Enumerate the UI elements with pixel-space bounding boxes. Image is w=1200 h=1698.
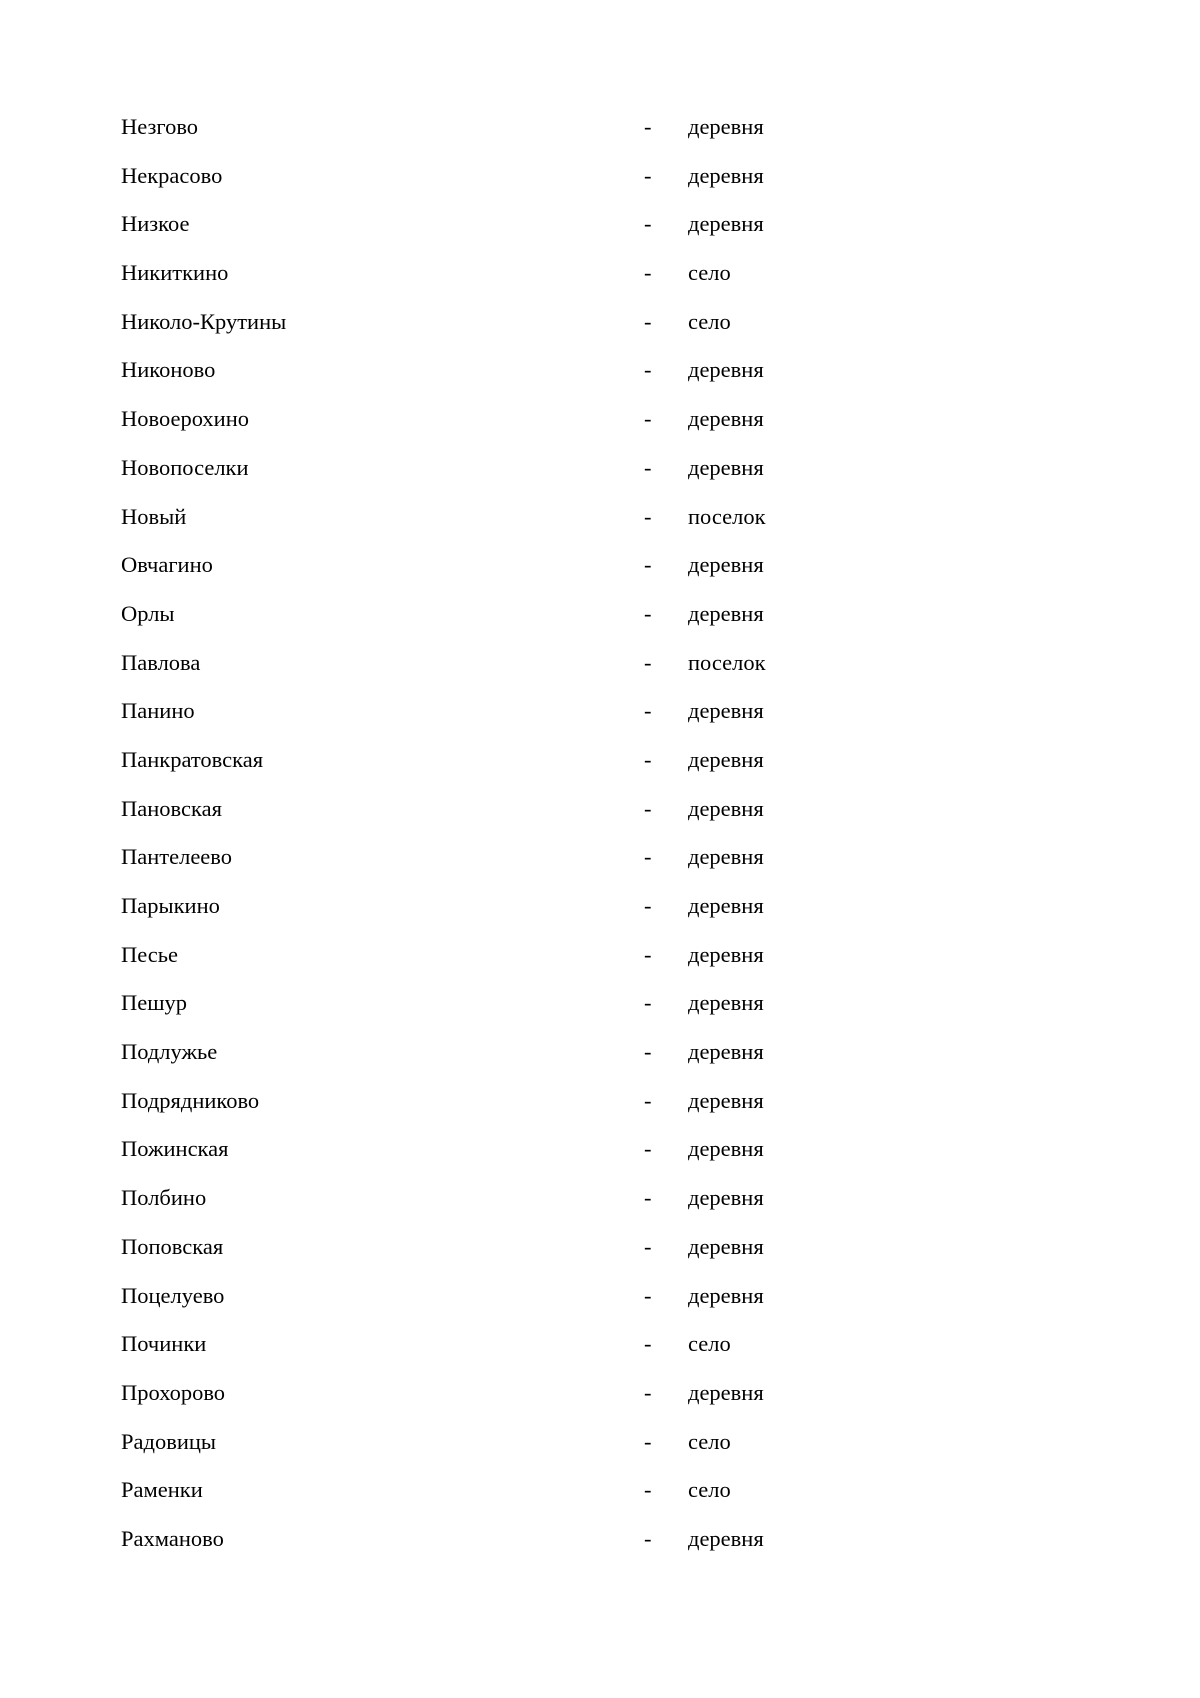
settlement-name: Пешур bbox=[121, 990, 188, 1016]
separator-dash: - bbox=[644, 844, 652, 870]
list-item bbox=[0, 641, 1200, 690]
separator-dash: - bbox=[644, 308, 652, 334]
settlement-name: Песье bbox=[121, 941, 179, 967]
list-item bbox=[0, 1322, 1200, 1371]
list-item bbox=[0, 300, 1200, 349]
list-item bbox=[0, 787, 1200, 836]
settlement-name: Починки bbox=[121, 1331, 207, 1357]
list-item bbox=[0, 1371, 1200, 1420]
settlement-type: деревня bbox=[688, 1379, 764, 1405]
settlement-list bbox=[0, 105, 1200, 1566]
settlement-type: деревня bbox=[688, 941, 764, 967]
separator-dash: - bbox=[644, 1379, 652, 1405]
separator-dash: - bbox=[644, 211, 652, 237]
settlement-type: деревня bbox=[688, 357, 764, 383]
list-item bbox=[0, 251, 1200, 300]
settlement-name: Павлова bbox=[121, 649, 201, 675]
settlement-type: деревня bbox=[688, 454, 764, 480]
separator-dash: - bbox=[644, 1477, 652, 1503]
settlement-name: Подлужье bbox=[121, 1039, 218, 1065]
separator-dash: - bbox=[644, 649, 652, 675]
settlement-name: Овчагино bbox=[121, 552, 213, 578]
settlement-name: Прохорово bbox=[121, 1379, 226, 1405]
list-item bbox=[0, 835, 1200, 884]
settlement-type: поселок bbox=[688, 649, 766, 675]
settlement-name: Николо-Крутины bbox=[121, 308, 287, 334]
settlement-name: Пановская bbox=[121, 795, 222, 821]
settlement-name: Незгово bbox=[121, 114, 199, 139]
list-item bbox=[0, 202, 1200, 251]
settlement-type: деревня bbox=[688, 746, 764, 772]
separator-dash: - bbox=[644, 114, 652, 139]
settlement-type: деревня bbox=[688, 844, 764, 870]
list-item bbox=[0, 592, 1200, 641]
separator-dash: - bbox=[644, 1136, 652, 1162]
separator-dash: - bbox=[644, 357, 652, 383]
separator-dash: - bbox=[644, 406, 652, 432]
settlement-name: Панино bbox=[121, 698, 195, 724]
separator-dash: - bbox=[644, 1428, 652, 1454]
settlement-type: село bbox=[688, 308, 731, 334]
settlement-type: село bbox=[688, 260, 731, 286]
list-item bbox=[0, 1468, 1200, 1517]
list-item bbox=[0, 397, 1200, 446]
list-item bbox=[0, 1274, 1200, 1323]
separator-dash: - bbox=[644, 795, 652, 821]
settlement-type: деревня bbox=[688, 1233, 764, 1259]
settlement-type: деревня bbox=[688, 1525, 764, 1551]
separator-dash: - bbox=[644, 941, 652, 967]
settlement-type: деревня bbox=[688, 600, 764, 626]
settlement-type: село bbox=[688, 1331, 731, 1357]
list-item bbox=[0, 1127, 1200, 1176]
settlement-name: Радовицы bbox=[121, 1428, 217, 1454]
separator-dash: - bbox=[644, 454, 652, 480]
settlement-type: деревня bbox=[688, 795, 764, 821]
list-item bbox=[0, 348, 1200, 397]
settlement-type: деревня bbox=[688, 114, 764, 139]
settlement-name: Новоерохино bbox=[121, 406, 250, 432]
list-item bbox=[0, 105, 1200, 154]
list-item bbox=[0, 1420, 1200, 1469]
separator-dash: - bbox=[644, 698, 652, 724]
list-item bbox=[0, 981, 1200, 1030]
settlement-name: Низкое bbox=[121, 211, 190, 237]
settlement-type: деревня bbox=[688, 698, 764, 724]
settlement-type: деревня bbox=[688, 1039, 764, 1065]
list-item bbox=[0, 1176, 1200, 1225]
list-item bbox=[0, 1517, 1200, 1566]
list-item bbox=[0, 884, 1200, 933]
separator-dash: - bbox=[644, 893, 652, 918]
list-item bbox=[0, 154, 1200, 203]
separator-dash: - bbox=[644, 1087, 652, 1113]
list-item bbox=[0, 1225, 1200, 1274]
settlement-type: деревня bbox=[688, 1136, 764, 1162]
settlement-name: Некрасово bbox=[121, 162, 223, 188]
separator-dash: - bbox=[644, 503, 652, 529]
settlement-name: Поповская bbox=[121, 1233, 224, 1259]
list-item bbox=[0, 689, 1200, 738]
settlement-name: Новопоселки bbox=[121, 454, 249, 480]
separator-dash: - bbox=[644, 600, 652, 626]
settlement-type: деревня bbox=[688, 990, 764, 1016]
list-item bbox=[0, 738, 1200, 787]
settlement-name: Новый bbox=[121, 503, 187, 529]
separator-dash: - bbox=[644, 162, 652, 188]
separator-dash: - bbox=[644, 1331, 652, 1357]
settlement-name: Полбино bbox=[121, 1185, 207, 1211]
settlement-type: деревня bbox=[688, 211, 764, 237]
separator-dash: - bbox=[644, 990, 652, 1016]
settlement-type: деревня bbox=[688, 1185, 764, 1211]
settlement-type: село bbox=[688, 1428, 731, 1454]
settlement-name: Никиткино bbox=[121, 260, 229, 286]
settlement-type: деревня bbox=[688, 162, 764, 188]
list-item bbox=[0, 446, 1200, 495]
settlement-type: поселок bbox=[688, 503, 766, 529]
settlement-type: деревня bbox=[688, 893, 764, 918]
list-item bbox=[0, 543, 1200, 592]
list-item bbox=[0, 495, 1200, 544]
list-item bbox=[0, 1079, 1200, 1128]
settlement-name: Никоново bbox=[121, 357, 216, 383]
settlement-name: Парыкино bbox=[121, 893, 220, 918]
settlement-name: Пожинская bbox=[121, 1136, 229, 1162]
separator-dash: - bbox=[644, 552, 652, 578]
settlement-type: деревня bbox=[688, 552, 764, 578]
separator-dash: - bbox=[644, 1525, 652, 1551]
settlement-type: деревня bbox=[688, 1087, 764, 1113]
separator-dash: - bbox=[644, 746, 652, 772]
separator-dash: - bbox=[644, 260, 652, 286]
list-item bbox=[0, 1030, 1200, 1079]
separator-dash: - bbox=[644, 1233, 652, 1259]
settlement-type: деревня bbox=[688, 1282, 764, 1308]
settlement-name: Поцелуево bbox=[121, 1282, 225, 1308]
settlement-name: Орлы bbox=[121, 600, 175, 626]
settlement-name: Рахманово bbox=[121, 1525, 224, 1551]
separator-dash: - bbox=[644, 1039, 652, 1065]
settlement-type: село bbox=[688, 1477, 731, 1503]
separator-dash: - bbox=[644, 1185, 652, 1211]
settlement-name: Пантелеево bbox=[121, 844, 233, 870]
separator-dash: - bbox=[644, 1282, 652, 1308]
settlement-name: Панкратовская bbox=[121, 746, 264, 772]
settlement-name: Подрядниково bbox=[121, 1087, 260, 1113]
list-item bbox=[0, 933, 1200, 982]
settlement-type: деревня bbox=[688, 406, 764, 432]
settlement-name: Раменки bbox=[121, 1477, 203, 1503]
